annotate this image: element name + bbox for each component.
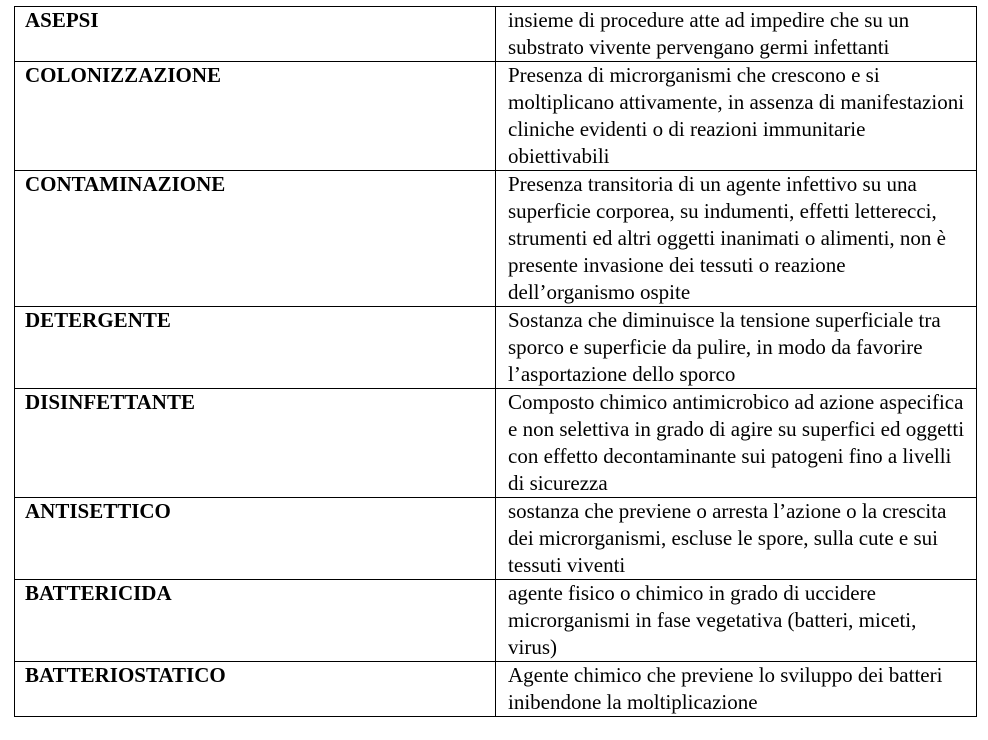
term-cell: ANTISETTICO	[15, 498, 496, 580]
table-row	[15, 662, 977, 717]
definition-cell: Presenza transitoria di un agente infettivo su una superficie corporea, su indumenti, effetti letterecci, strumenti ed altri oggetti inanimati o alimenti, non è presente invasione dei tessuti o reazione dell’organismo ospite	[496, 171, 977, 307]
definition-cell: Presenza di microrganismi che crescono e si moltiplicano attivamente, in assenza di manifestazioni cliniche evidenti o di reazioni immunitarie obiettivabili	[496, 62, 977, 171]
table-row	[15, 580, 977, 662]
term-cell: BATTERICIDA	[15, 580, 496, 662]
term-cell: BATTERIOSTATICO	[15, 662, 496, 717]
term-cell: CONTAMINAZIONE	[15, 171, 496, 307]
term-cell: COLONIZZAZIONE	[15, 62, 496, 171]
table-row	[15, 7, 977, 62]
table-row	[15, 171, 977, 307]
table-row	[15, 62, 977, 171]
table-row	[15, 307, 977, 389]
definition-cell: Sostanza che diminuisce la tensione superficiale tra sporco e superficie da pulire, in modo da favorire l’asportazione dello sporco	[496, 307, 977, 389]
term-cell: ASEPSI	[15, 7, 496, 62]
term-cell: DETERGENTE	[15, 307, 496, 389]
definition-cell: Agente chimico che previene lo sviluppo dei batteri inibendone la moltiplicazione	[496, 662, 977, 717]
table-row	[15, 389, 977, 498]
definition-cell: Composto chimico antimicrobico ad azione aspecifica e non selettiva in grado di agire su superfici ed oggetti con effetto decontaminante sui patogeni fino a livelli di sicurezza	[496, 389, 977, 498]
term-cell: DISINFETTANTE	[15, 389, 496, 498]
table-row	[15, 498, 977, 580]
definition-cell: insieme di procedure atte ad impedire che su un substrato vivente pervengano germi infettanti	[496, 7, 977, 62]
definition-cell: agente fisico o chimico in grado di uccidere microrganismi in fase vegetativa (batteri, miceti, virus)	[496, 580, 977, 662]
glossary-table	[14, 6, 977, 717]
definition-cell: sostanza che previene o arresta l’azione o la crescita dei microrganismi, escluse le spore, sulla cute e sui tessuti viventi	[496, 498, 977, 580]
